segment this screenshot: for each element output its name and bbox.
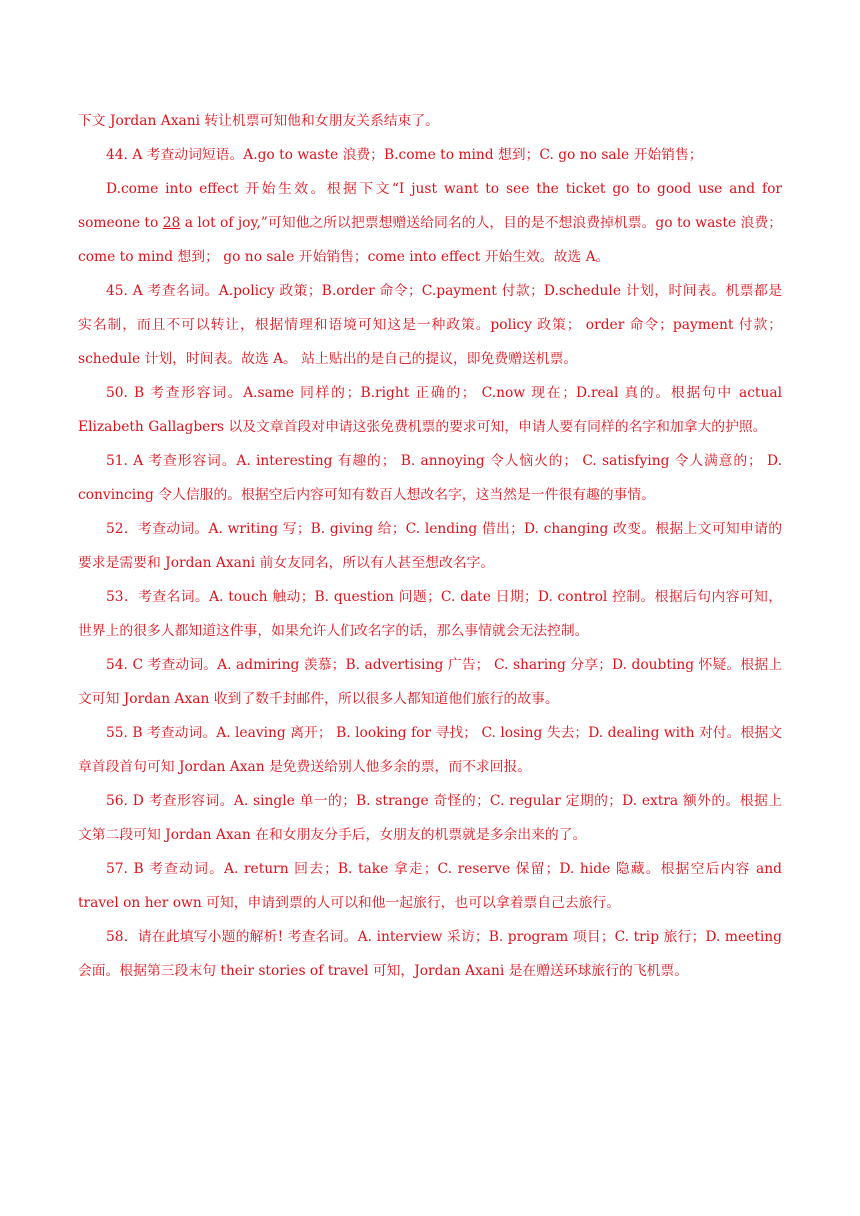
- text-segment: a lot of joy,”可知他之所以把票想赠送给同名的人，目的是不想浪费掉机票。go to waste 浪费； come to mind 想到； go no sale 开始销售；come into effect 开始生效。故选 A。: [78, 215, 782, 265]
- text-segment: D.come into effect 开始生效。根据下文“I just want to see the ticket go to good use and for someone to: [78, 181, 782, 231]
- explanation-text-block: [78, 104, 782, 988]
- paragraph-45: 45. A 考查名词。A.policy 政策；B.order 命令；C.payment 付款；D.schedule 计划，时间表。机票都是实名制，而且不可以转让，根据情理和语境可知这是一种政策。policy 政策； order 命令；payment 付款；schedule 计划，时间表。故选 A。 站上贴出的是自己的提议，即免费赠送机票。: [78, 283, 782, 367]
- paragraph-44-explanation: [78, 172, 782, 274]
- paragraph-51: 51. A 考查形容词。A. interesting 有趣的； B. annoying 令人恼火的； C. satisfying 令人满意的； D. convincing 令人信服的。根据空后内容可知有数百人想改名字，这当然是一件很有趣的事情。: [78, 453, 782, 503]
- blank-number: 28: [162, 215, 181, 231]
- paragraph-57: 57. B 考查动词。A. return 回去；B. take 拿走；C. reserve 保留；D. hide 隐藏。根据空后内容 and travel on her own 可知，申请到票的人可以和他一起旅行，也可以拿着票自己去旅行。: [78, 861, 782, 911]
- paragraph-53: 53．考查名词。A. touch 触动；B. question 问题；C. date 日期；D. control 控制。根据后句内容可知，世界上的很多人都知道这件事，如果允许人们改名字的话，那么事情就会无法控制。: [78, 589, 782, 639]
- paragraph-58: 58．请在此填写小题的解析! 考查名词。A. interview 采访；B. program 项目；C. trip 旅行；D. meeting 会面。根据第三段末句 their stories of travel 可知，Jordan Axani 是在赠送环球旅行的飞机票。: [78, 929, 782, 979]
- paragraph-44-options: 44. A 考查动词短语。A.go to waste 浪费；B.come to mind 想到；C. go no sale 开始销售；: [106, 147, 703, 163]
- paragraph-54: 54. C 考查动词。A. admiring 羡慕；B. advertising 广告； C. sharing 分享；D. doubting 怀疑。根据上文可知 Jordan Axan 收到了数千封邮件，所以很多人都知道他们旅行的故事。: [78, 657, 782, 707]
- paragraph-55: 55. B 考查动词。A. leaving 离开； B. looking for 寻找； C. losing 失去；D. dealing with 对付。根据文章首段首句可知 Jordan Axan 是免费送给别人他多余的票，而不求回报。: [78, 725, 782, 775]
- paragraph-52: 52．考查动词。A. writing 写；B. giving 给；C. lending 借出；D. changing 改变。根据上文可知申请的要求是需要和 Jordan Axani 前女友同名，所以有人甚至想改名字。: [78, 521, 782, 571]
- paragraph-50: 50. B 考查形容词。A.same 同样的；B.right 正确的； C.now 现在；D.real 真的。根据句中 actual Elizabeth Gallagbers 以及文章首段对申请这张免费机票的要求可知，申请人要有同样的名字和加拿大的护照。: [78, 385, 782, 435]
- paragraph-56: 56. D 考查形容词。A. single 单一的；B. strange 奇怪的；C. regular 定期的；D. extra 额外的。根据上文第二段可知 Jordan Axan 在和女朋友分手后，女朋友的机票就是多余出来的了。: [78, 793, 782, 843]
- paragraph-intro: 下文 Jordan Axani 转让机票可知他和女朋友关系结束了。: [78, 113, 439, 129]
